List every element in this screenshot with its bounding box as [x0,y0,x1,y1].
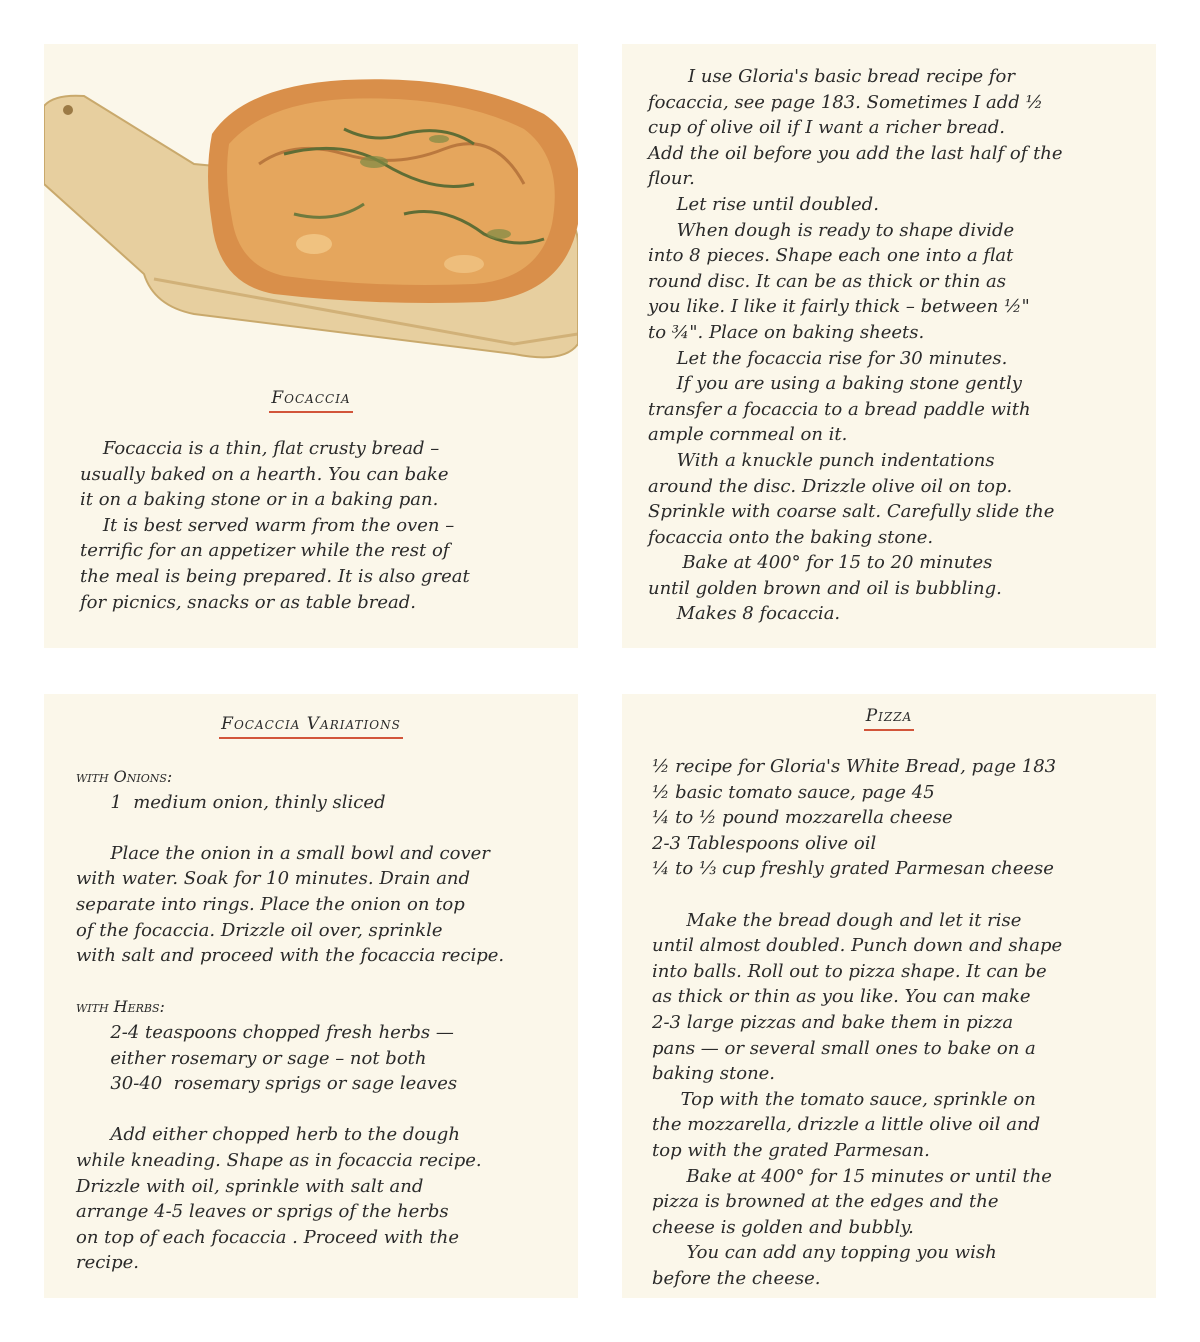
blank-line [76,969,504,995]
text-line: round disc. It can be as thick or thin as [648,270,1007,292]
text-line: It is best served warm from the oven – [80,514,455,536]
focaccia-intro-text [80,436,470,615]
focaccia-intro-card [44,44,578,648]
text-line: Drizzle with oil, sprinkle with salt and [76,1175,424,1197]
text-line: Let the focaccia rise for 30 minutes. [648,347,1008,369]
ingredient-line: 2-4 teaspoons chopped fresh herbs — [76,1021,454,1043]
focaccia-illustration [44,44,578,374]
text-line: focaccia onto the baking stone. [648,526,934,548]
focaccia-method-text [648,64,1063,627]
ingredient-line: ¼ to ⅓ cup freshly grated Parmesan cheese [652,858,1054,880]
text-line: You can add any topping you wish [652,1242,997,1264]
pizza-card [622,694,1156,1298]
ingredient-line: 30-40 rosemary sprigs or sage leaves [76,1073,458,1095]
text-line: on top of each focaccia . Proceed with the [76,1226,459,1248]
text-line: Top with the tomato sauce, sprinkle on [652,1088,1036,1110]
text-line: as thick or thin as you like. You can make [652,986,1031,1008]
card-title-variations: Focaccia Variations [44,714,578,739]
variations-text [76,764,504,1276]
pizza-text [652,754,1062,1291]
text-line: usually baked on a hearth. You can bake [80,463,449,485]
text-line: recipe. [76,1252,139,1274]
card-title-focaccia: Focaccia [44,388,578,413]
text-line: for picnics, snacks or as table bread. [80,591,417,613]
text-line: Let rise until doubled. [648,193,879,215]
blank-line [652,882,1062,908]
text-line: With a knuckle punch indentations [648,449,995,471]
subheading-herbs: with Herbs: [76,997,165,1017]
text-line: When dough is ready to shape divide [648,219,1015,241]
ingredient-line: either rosemary or sage – not both [76,1047,427,1069]
text-line: transfer a focaccia to a bread paddle with [648,398,1031,420]
text-line: to ¾". Place on baking sheets. [648,321,925,343]
text-line: with salt and proceed with the focaccia recipe. [76,945,505,967]
ingredient-line: ½ recipe for Gloria's White Bread, page 183 [652,756,1057,777]
card-title-pizza: Pizza [622,706,1156,731]
focaccia-method-card [622,44,1156,648]
text-line: focaccia, see page 183. Sometimes I add ½ [648,91,1043,113]
text-line: arrange 4-5 leaves or sprigs of the herbs [76,1201,449,1223]
text-line: separate into rings. Place the onion on top [76,893,465,915]
text-line: Add the oil before you add the last half of the [648,142,1063,164]
text-line: until almost doubled. Punch down and shape [652,935,1063,957]
focaccia-variations-card [44,694,578,1298]
text-line: Focaccia is a thin, flat crusty bread – [80,438,440,459]
text-line: flour. [648,168,695,190]
text-line: If you are using a baking stone gently [648,373,1022,395]
text-line: until golden brown and oil is bubbling. [648,577,1002,599]
text-line: cheese is golden and bubbly. [652,1216,914,1238]
ingredient-line: 2-3 Tablespoons olive oil [652,832,877,854]
text-line: Add either chopped herb to the dough [76,1124,460,1146]
text-line: before the cheese. [652,1267,821,1289]
subheading-onions: with Onions: [76,767,173,786]
text-line: I use Gloria's basic bread recipe for [648,66,1015,87]
text-line: 2-3 large pizzas and bake them in pizza [652,1011,1014,1033]
text-line: into balls. Roll out to pizza shape. It can be [652,960,1047,982]
text-line: Bake at 400° for 15 to 20 minutes [648,552,993,574]
text-line: cup of olive oil if I want a richer bread. [648,117,1005,139]
text-line: ample cornmeal on it. [648,424,848,446]
text-line: Make the bread dough and let it rise [652,909,1022,931]
text-line: you like. I like it fairly thick – between ½" [648,296,1030,318]
text-line: top with the grated Parmesan. [652,1139,930,1161]
ingredient-line: 1 medium onion, thinly sliced [76,791,386,813]
text-line: around the disc. Drizzle olive oil on top. [648,475,1013,497]
text-line: Sprinkle with coarse salt. Carefully slide the [648,501,1055,523]
text-line: pizza is browned at the edges and the [652,1191,999,1213]
ingredient-line: ½ basic tomato sauce, page 45 [652,781,935,803]
text-line: Makes 8 focaccia. [648,603,841,625]
blank-line [76,1097,504,1123]
text-line: while kneading. Shape as in focaccia recipe. [76,1149,482,1171]
text-line: with water. Soak for 10 minutes. Drain and [76,868,471,890]
text-line: baking stone. [652,1063,776,1085]
text-line: pans — or several small ones to bake on a [652,1037,1036,1059]
text-line: the mozzarella, drizzle a little olive oil and [652,1114,1041,1136]
text-line: the meal is being prepared. It is also great [80,565,470,587]
text-line: Bake at 400° for 15 minutes or until the [652,1165,1052,1187]
text-line: terrific for an appetizer while the rest of [80,540,450,562]
text-line: Place the onion in a small bowl and cover [76,842,490,864]
blank-line [76,815,504,841]
ingredient-line: ¼ to ½ pound mozzarella cheese [652,807,953,829]
text-line: of the focaccia. Drizzle oil over, sprinkle [76,919,443,941]
text-line: into 8 pieces. Shape each one into a flat [648,245,1014,267]
text-line: it on a baking stone or in a baking pan. [80,489,439,511]
